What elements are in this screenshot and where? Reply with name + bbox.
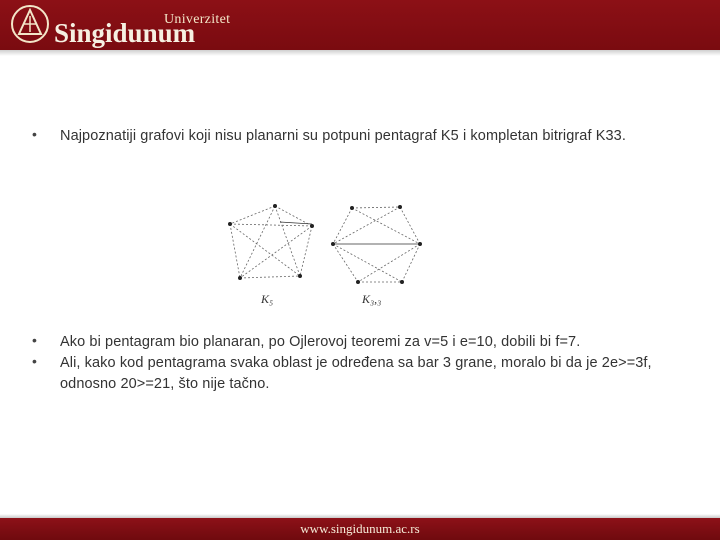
header-bar — [0, 0, 720, 50]
logo-subtitle: Univerzitet — [164, 12, 231, 27]
bullet-marker: • — [32, 126, 37, 142]
bullet-text-3: Ali, kako kod pentagrama svaka oblast je određena sa bar 3 grane, moralo bi da je 2e>=3f, odnosno 20>=21, što nije tačno. — [60, 355, 652, 392]
bullet-text-1: Najpoznatiji grafovi koji nisu planarni su potpuni pentagraf K5 i kompletan bitrigraf K33. — [60, 128, 626, 144]
k33-graph — [333, 207, 420, 282]
k33-vertices — [331, 205, 422, 284]
logo-title: Singidunum — [54, 18, 196, 48]
logo[interactable] — [54, 6, 234, 46]
k5-vertices — [228, 204, 314, 280]
bullet-marker: • — [32, 332, 37, 348]
graph-drawings — [220, 196, 440, 314]
header-shadow — [0, 50, 720, 56]
k5-label: K₅ — [261, 292, 274, 306]
footer-url-link[interactable]: www.singidunum.ac.rs — [300, 521, 420, 536]
bullet-marker: • — [32, 353, 37, 369]
k33-label: K₃,₃ — [362, 292, 382, 306]
university-emblem-icon — [10, 4, 50, 44]
k5-graph — [230, 206, 312, 278]
graph-figure — [220, 196, 440, 314]
bullet-text-2: Ako bi pentagram bio planaran, po Ojlerovoj teoremi za v=5 i e=10, dobili bi f=7. — [60, 334, 581, 350]
